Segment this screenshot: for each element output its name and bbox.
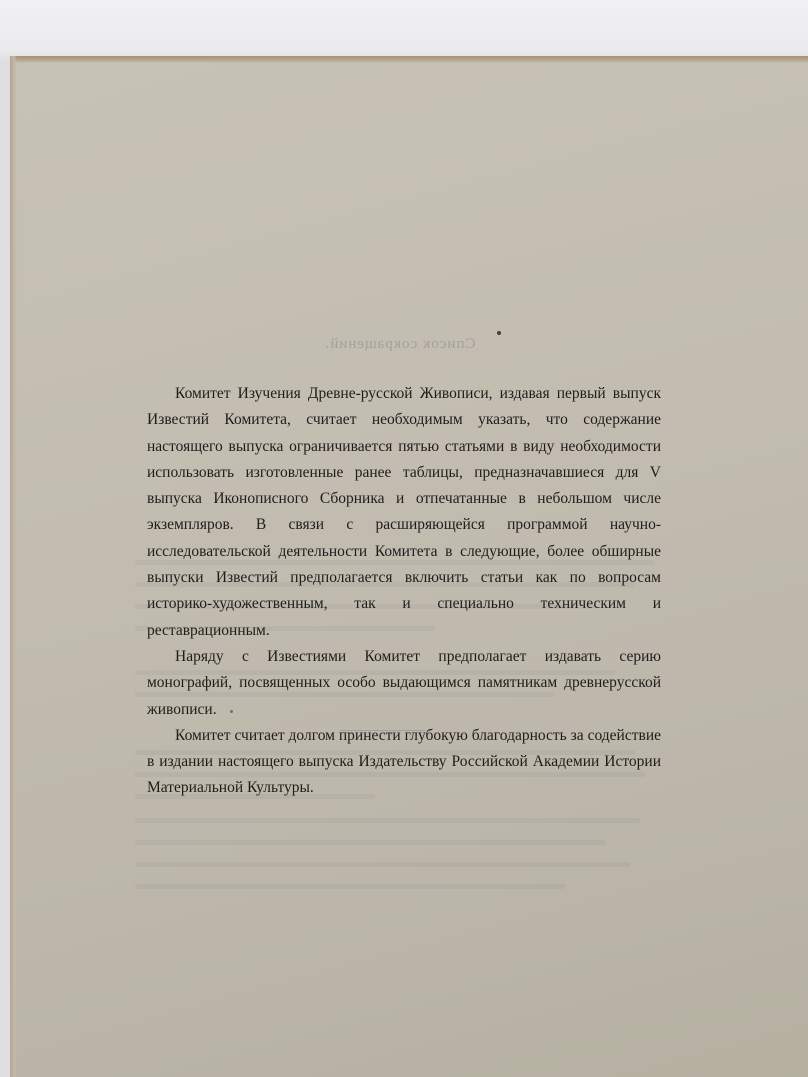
bleed-through-heading: Список сокращений. <box>324 336 476 352</box>
paragraph-1: Комитет Изучения Древне-русской Живописи, издавая первый выпуск Известий Комитета, считает необходимым указать, что содержание настоящего выпуска ограничивается пятью статьями в виду необходимости использовать изготовленные ранее таблицы, предназначавшиеся для V выпуска Иконописного Сборника и отпечатанные в небольшом числе экземпляров. В связи с расширяющейся программой научно-исследовательской деятельности Комитета в следующие, более обширные выпуски Известий предполагается включить статьи как по вопросам историко-художественным, так и специально техническим и реставрационным. <box>147 385 661 639</box>
preface-text <box>147 381 661 802</box>
page-left-edge <box>10 56 17 1077</box>
paragraph-2: Наряду с Известиями Комитет предполагает издавать серию монографий, посвященных особо выдающимся памятникам древнерусской живописи. <box>147 647 661 718</box>
paragraph-3: Комитет считает долгом принести глубокую благодарность за содействие в издании настоящего выпуска Издательству Российской Академии Истории Материальной Культуры. <box>147 726 661 797</box>
page-top-edge <box>10 56 808 63</box>
ink-speck <box>497 331 501 335</box>
